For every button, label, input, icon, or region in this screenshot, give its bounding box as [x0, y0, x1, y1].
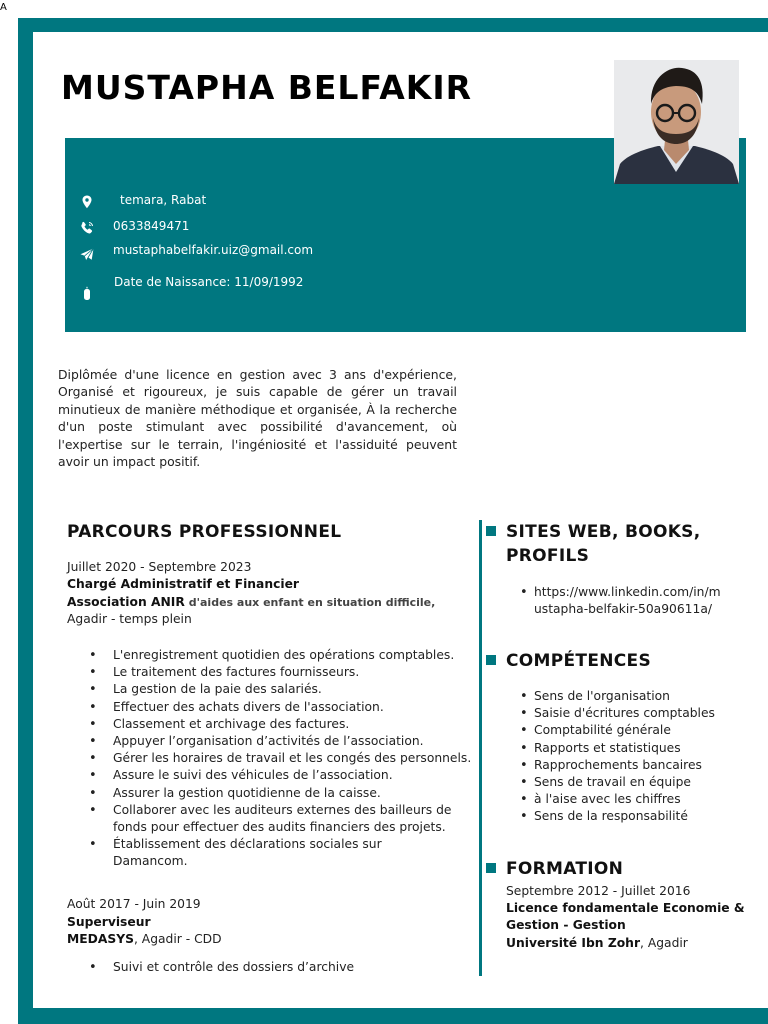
sites-list [506, 584, 746, 618]
job2-organization [67, 932, 222, 946]
birthday-icon [79, 286, 95, 302]
phone-icon [79, 220, 95, 236]
frame-bottom [18, 1008, 768, 1024]
job2-place: , Agadir - CDD [133, 932, 222, 946]
list-item: • Appuyer l’organisation d’activités de l’association. [67, 733, 477, 750]
candidate-name: MUSTAPHA BELFAKIR [61, 68, 473, 107]
job1-organization [67, 595, 435, 609]
column-divider [479, 520, 482, 976]
contact-email [65, 242, 665, 262]
linkedin-link-line1[interactable]: https://www.linkedin.com/in/m [534, 585, 721, 599]
linkedin-link-line2[interactable]: ustapha-belfakir-50a90611a/ [534, 602, 713, 617]
profile-photo [614, 60, 739, 184]
job2-role: Superviseur [67, 915, 151, 929]
list-item: • Gérer les horaires de travail et les congés des personnels. [67, 750, 477, 767]
list-item: • Sens de l'organisation [506, 688, 746, 705]
job1-task-list [67, 647, 477, 871]
corner-mark: A [0, 2, 7, 13]
list-item: • Saisie d'écritures comptables [506, 705, 746, 722]
email-text: mustaphabelfakir.uiz@gmail.com [113, 243, 314, 257]
contact-birth [65, 274, 665, 294]
sites-title-line1: SITES WEB, BOOKS, [506, 522, 701, 542]
formation-title: FORMATION [506, 859, 624, 879]
frame-left [18, 18, 33, 1024]
job2-org-name: MEDASYS [67, 932, 134, 946]
sites-title-line2: PROFILS [506, 546, 590, 566]
section-marker [486, 655, 496, 665]
list-item: • Collaborer avec les auditeurs externes des bailleurs de fonds pour effectuer des audits financiers des projets. [67, 802, 477, 836]
list-item: • Suivi et contrôle des dossiers d’archive [67, 959, 477, 976]
list-item: • Établissement des déclarations sociales sur Damancom. [67, 836, 427, 870]
list-item: • Rapports et statistiques [506, 740, 746, 757]
list-item: • Rapprochements bancaires [506, 757, 746, 774]
job1-period: Juillet 2020 - Septembre 2023 [67, 560, 252, 574]
birth-text: Date de Naissance: 11/09/1992 [114, 275, 304, 289]
job2-period: Août 2017 - Juin 2019 [67, 897, 201, 911]
frame-top [18, 18, 768, 32]
list-item: • L'enregistrement quotidien des opérations comptables. [67, 647, 477, 664]
contact-phone [65, 218, 665, 238]
phone-text: 0633849471 [113, 219, 190, 233]
list-item: • Effectuer des achats divers de l'association. [67, 699, 477, 716]
university-name: Université Ibn Zohr [506, 936, 641, 950]
portrait-illustration [614, 60, 739, 184]
list-item: • Comptabilité générale [506, 722, 746, 739]
section-marker [486, 526, 496, 536]
section-marker [486, 863, 496, 873]
paper-plane-icon [79, 247, 95, 263]
formation-period: Septembre 2012 - Juillet 2016 [506, 884, 691, 898]
list-item: • Sens de travail en équipe [506, 774, 746, 791]
profile-summary: Diplômée d'une licence en gestion avec 3 ans d'expérience, Organisé et rigoureux, je suis capable de gérer un travail minutieux de manière méthodique et organisée, À la recherche d'un poste stimulant avec possibilité d'avancement, où l'expertise sur le terrain, l'ingéniosité et l'assiduité peuvent avoir un impact positif. [58, 367, 457, 470]
formation-university [506, 936, 688, 950]
university-city: , Agadir [640, 936, 688, 950]
list-item: • Le traitement des factures fournisseurs. [67, 664, 477, 681]
competences-title: COMPÉTENCES [506, 651, 651, 671]
list-item: • à l'aise avec les chiffres [506, 791, 746, 808]
job1-org-description: d'aides aux enfant en situation difficile, [188, 596, 436, 609]
list-item: • Classement et archivage des factures. [67, 716, 477, 733]
list-item: • Assure le suivi des véhicules de l’association. [67, 767, 477, 784]
job2-task-list [67, 959, 477, 976]
job1-org-name: Association ANIR [67, 595, 185, 609]
competences-list [506, 688, 746, 826]
formation-degree-line2: Gestion - Gestion [506, 918, 626, 932]
location-text: temara, Rabat [120, 193, 207, 207]
linkedin-link[interactable] [506, 584, 746, 618]
job1-place: Agadir - temps plein [67, 612, 192, 626]
location-pin-icon [79, 194, 95, 210]
formation-degree-line1: Licence fondamentale Economie & [506, 901, 745, 915]
job1-role: Chargé Administratif et Financier [67, 577, 299, 591]
list-item: • La gestion de la paie des salariés. [67, 681, 477, 698]
list-item: • Assurer la gestion quotidienne de la caisse. [67, 785, 477, 802]
list-item: • Sens de la responsabilité [506, 808, 746, 825]
contact-location [65, 192, 665, 212]
parcours-title: PARCOURS PROFESSIONNEL [67, 522, 342, 542]
